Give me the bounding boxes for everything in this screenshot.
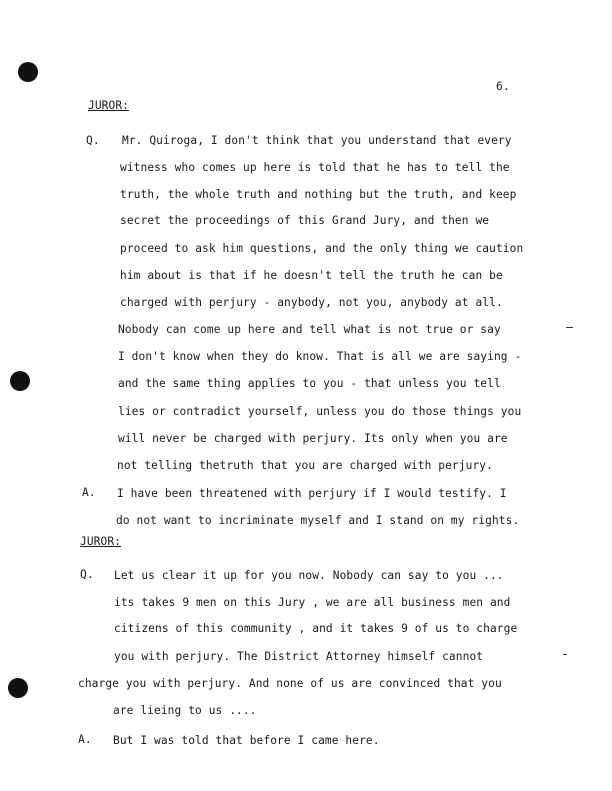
speaker-label: JUROR:: [80, 535, 122, 548]
question-line: Nobody can come up here and tell what is not true or say: [118, 323, 501, 336]
punch-hole-bottom: [8, 678, 28, 698]
question-line: witness who comes up here is told that he has to tell the: [120, 161, 510, 174]
question-line: secret the proceedings of this Grand Jury, and then we: [120, 214, 490, 227]
question-line: lies or contradict yourself, unless you do those things you: [118, 405, 522, 418]
question-line: will never be charged with perjury. Its only when you are: [118, 432, 508, 445]
question-line: and the same thing applies to you - that unless you tell: [118, 377, 501, 390]
question-line: I don't know when they do know. That is all we are saying -: [118, 350, 522, 363]
margin-mark-right: [566, 327, 573, 328]
question-line: you with perjury. The District Attorney himself cannot: [114, 650, 484, 663]
question-label: Q.: [80, 568, 94, 581]
question-label: Q.: [86, 134, 100, 147]
question-line: proceed to ask him questions, and the only thing we caution: [120, 242, 524, 255]
punch-hole-middle: [10, 371, 30, 391]
punch-hole-top: [18, 62, 38, 82]
answer-line: But I was told that before I came here.: [113, 734, 380, 747]
question-line: its takes 9 men on this Jury , we are all business men and: [114, 596, 511, 609]
question-line: not telling thetruth that you are charged with perjury.: [117, 459, 493, 472]
answer-label: A.: [82, 486, 96, 499]
answer-label: A.: [78, 733, 92, 746]
question-line: Let us clear it up for you now. Nobody can say to you ...: [114, 569, 504, 582]
page-number: 6.: [496, 80, 510, 93]
margin-mark-right-lower: [563, 654, 567, 655]
speaker-label: JUROR:: [88, 99, 130, 112]
answer-line: I have been threatened with perjury if I would testify. I: [117, 487, 507, 500]
question-line: are lieing to us ....: [113, 704, 257, 717]
question-line: Mr. Quiroga, I don't think that you understand that every: [122, 134, 512, 147]
question-line: charged with perjury - anybody, not you, anybody at all.: [120, 296, 503, 309]
answer-line: do not want to incriminate myself and I stand on my rights.: [116, 514, 520, 527]
question-line: citizens of this community , and it takes 9 of us to charge: [114, 622, 518, 635]
question-line: him about is that if he doesn't tell the truth he can be: [120, 269, 503, 282]
question-line: charge you with perjury. And none of us are convinced that you: [78, 677, 502, 690]
question-line: truth, the whole truth and nothing but the truth, and keep: [120, 188, 517, 201]
